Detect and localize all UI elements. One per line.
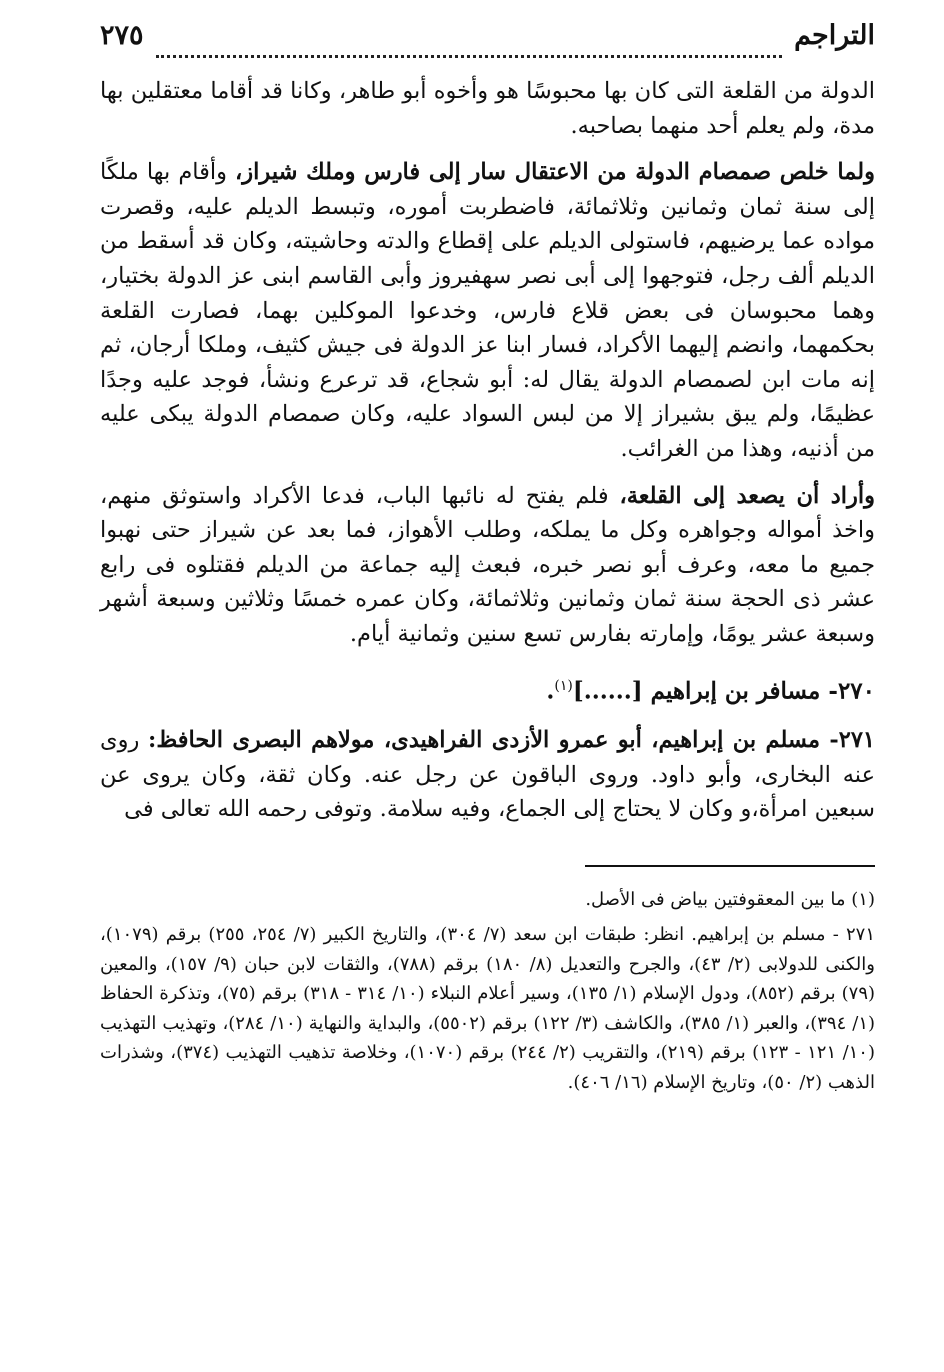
chapter-title: التراجم [794,20,875,51]
entry-270-end: . [546,677,555,705]
paragraph-continuation [100,74,875,143]
paragraph-samsam-fars [100,155,875,466]
paragraph-text: فلم يفتح له نائبها الباب، فدعا الأكراد واستوثق منهم، واخذ أمواله وجواهره وكل ما يملكه، وطلب الأهواز، فما بعد عن شيراز حتى نهبوا جميع ما معه، وعرف أبو نصر خبره، فبعث إليه جماعة من الديلم فقتلوه فى رابع عشر ذى الحجة سنة ثمان وثمانين وثلاثمائة، وكان عمره خمسًا وثلاثين وسبعة أشهر وسبعة عشر يومًا، وإمارته بفارس تسع سنين وثمانية أيام. [100,482,875,647]
footnote-1: (١) ما بين المعقوفتين بياض فى الأصل. [585,888,875,910]
footnote-271: ٢٧١ - مسلم بن إبراهيم. انظر: طبقات ابن سعد (٧/ ٣٠٤)، والتاريخ الكبير (٧/ ٢٥٤، ٢٥٥) برقم (١٠٧٩)، والكنى للدولابى (٢/ ٤٣)، والجرح والتعديل (٨/ ١٨٠) برقم (٧٨٨)، والثقات لابن حبان (٩/ ١٥٧)، والمعين (٧٩) برقم (٨٥٢)، ودول الإسلام (١/ ١٣٥)، وسير أعلام النبلاء (١٠/ ٣١٤ - ٣١٨) برقم (٧٥)، وتذكرة الحفاظ (١/ ٣٩٤)، والعبر (١/ ٣٨٥)، والكاشف (٣/ ١٢٢) برقم (٥٥٠٢)، والبداية والنهاية (١٠/ ٢٨٤)، وتهذيب التهذيب (١٠/ ١٢١ - ١٢٣) برقم (٢١٩)، والتقريب (٢/ ٢٤٤) برقم (١٠٧٠)، وخلاصة تذهيب التهذيب (٣٧٤)، وشذرات الذهب (٢/ ٥٠)، وتاريخ الإسلام (١٦/ ٤٠٦). [100,924,876,1093]
running-header [100,20,875,74]
footnote-separator [585,865,875,867]
footnote-ref: (١) [554,677,573,694]
entry-270-heading [100,664,875,714]
paragraph-castle [100,479,875,652]
entry-270-title: ٢٧٠- مسافر بن إبراهيم [......] [572,677,875,705]
paragraph-text: الدولة من القلعة التى كان بها محبوسًا هو وأخوه أبو طاهر، وكانا قد أقاما معتقلين بها مدة، ولم يعلم أحد منهما بصاحبه. [100,78,875,139]
header-leader-dots [156,37,783,58]
paragraph-lead: ولما خلص صمصام الدولة من الاعتقال سار إلى فارس وملك شيراز، [235,159,875,186]
book-page [100,20,875,1097]
entry-271 [100,723,875,827]
paragraph-text: وأقام بها ملكًا إلى سنة ثمان وثمانين وثلاثمائة، فاضطربت أموره، وتبسط الديلم عليه، وقصرت مواده عما يرضيهم، فاستولى الديلم على إقطاع والدته وحاشيته، وكان قد أسقط من الديلم ألف رجل، فتوجهوا إلى أبى نصر سهفيروز وأبى القاسم ابنى عز الدولة بختيار، وهما محبوسان فى بعض قلاع فارس، وخدعوا الموكلين بهما، فصارت القلعة بحكمهما، وانضم إليهما الأكراد، فسار ابنا عز الدولة فى جيش كثيف، وملكا أرجان، ثم إنه مات ابن لصمصام الدولة يقال له: أبو شجاع، قد ترعرع ونشأ، فوجد عليه وجدًا عظيمًا، ولم يبق بشيراز إلا من لبس السواد عليه، وكان صمصام الدولة يبكى عليه من أذنيه، وهذا من الغرائب. [100,159,875,462]
entry-271-heading: ٢٧١- مسلم بن إبراهيم، أبو عمرو الأزدى الفراهيدى، مولاهم البصرى الحافظ: [148,727,875,754]
entry-271-text: روى عنه البخارى، وأبو داود. وروى الباقون عن رجل عنه. وكان ثقة، وكان يروى عن سبعين امرأة،و وكان لا يحتاج إلى الجماع، وفيه سلامة. وتوفى رحمه الله تعالى فى [100,727,875,823]
paragraph-lead: وأراد أن يصعد إلى القلعة، [619,482,876,509]
page-number: ٢٧٥ [100,20,144,51]
